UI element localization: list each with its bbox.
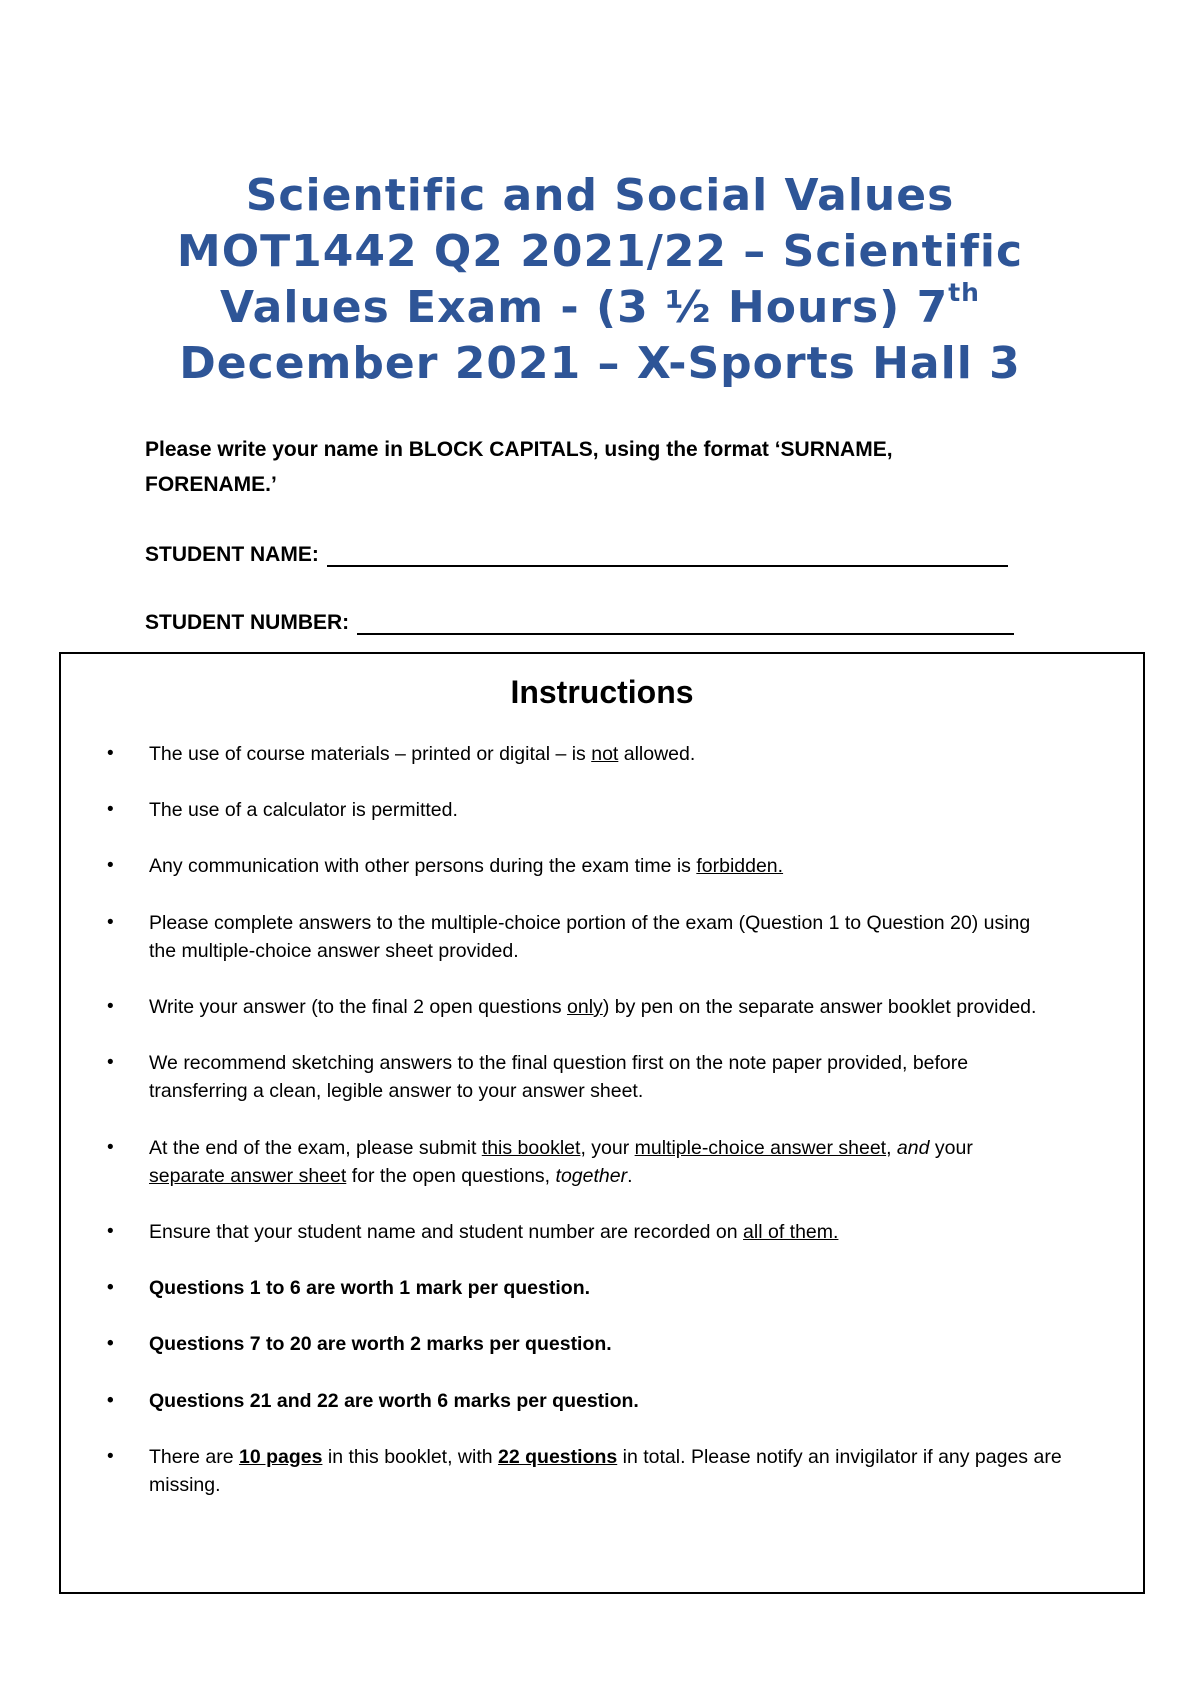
- instruction-text: [149, 1218, 1129, 1246]
- instruction-text-part: , your: [580, 1137, 635, 1159]
- instruction-text: [149, 1443, 1129, 1499]
- exam-title-line-3-text: Values Exam - (3 ½ Hours) 7: [220, 282, 949, 333]
- instruction-text-part: The use of course materials – printed or digital – is: [149, 743, 592, 765]
- instruction-emphasis: together: [555, 1165, 628, 1187]
- instruction-emphasis: and: [896, 1137, 930, 1159]
- bullet-icon: •: [107, 1052, 114, 1073]
- instruction-text: [149, 993, 1129, 1021]
- instruction-text-part: your: [929, 1137, 973, 1159]
- name-format-instruction: [145, 432, 1045, 502]
- exam-title-line-1: Scientific and Social Values: [245, 170, 955, 221]
- instruction-text-part: The use of a calculator is permitted.: [149, 799, 458, 821]
- instruction-text-part: in total. Please notify an invigilator if any pages are: [617, 1446, 1062, 1468]
- instruction-text-line: transferring a clean, legible answer to your answer sheet.: [149, 1080, 644, 1102]
- instruction-text: Questions 7 to 20 are worth 2 marks per question.: [149, 1333, 612, 1355]
- instruction-text-part: allowed.: [618, 743, 696, 765]
- bullet-icon: •: [107, 799, 114, 820]
- student-name-label: STUDENT NAME:: [145, 543, 319, 566]
- instruction-text-part: ,: [886, 1137, 897, 1159]
- instruction-text: [149, 740, 1129, 768]
- bullet-icon: •: [107, 1137, 114, 1158]
- instruction-text-part: At the end of the exam, please submit: [149, 1137, 482, 1159]
- instruction-text: [149, 852, 1129, 880]
- bullet-icon: •: [107, 1333, 114, 1354]
- exam-title: [100, 168, 1100, 392]
- exam-title-line-3: [100, 280, 1100, 336]
- instruction-text-part: .: [627, 1165, 633, 1187]
- student-number-blank-line[interactable]: [357, 611, 1014, 635]
- instruction-text-line: the multiple-choice answer sheet provided.: [149, 940, 519, 962]
- instruction-text-line: [149, 1162, 1129, 1190]
- instruction-emphasis: separate answer sheet: [149, 1165, 347, 1187]
- bullet-icon: •: [107, 1221, 114, 1242]
- instruction-text-part: in this booklet, with: [322, 1446, 499, 1468]
- instruction-text: [149, 796, 1129, 824]
- bullet-icon: •: [107, 912, 114, 933]
- instruction-text: Questions 21 and 22 are worth 6 marks per question.: [149, 1390, 639, 1412]
- instruction-text-part: for the open questions,: [346, 1165, 556, 1187]
- instruction-emphasis: all of them.: [743, 1221, 839, 1243]
- instruction-emphasis: forbidden.: [696, 855, 784, 877]
- instruction-emphasis: this booklet: [481, 1137, 581, 1159]
- instruction-text-part: Ensure that your student name and student number are recorded on: [149, 1221, 744, 1243]
- instruction-text-line: We recommend sketching answers to the final question first on the note paper provided, before: [149, 1052, 969, 1074]
- instruction-text: [149, 1134, 1129, 1190]
- instruction-text-line: missing.: [149, 1474, 221, 1496]
- bullet-icon: •: [107, 1446, 114, 1467]
- bullet-icon: •: [107, 996, 114, 1017]
- exam-title-line-2: MOT1442 Q2 2021/22 – Scientific: [176, 226, 1024, 277]
- instruction-text: Questions 1 to 6 are worth 1 mark per question.: [149, 1277, 591, 1299]
- instruction-text-part: There are: [149, 1446, 239, 1468]
- instruction-text-part: ) by pen on the separate answer booklet provided.: [602, 996, 1037, 1018]
- student-number-label: STUDENT NUMBER:: [145, 611, 350, 634]
- instruction-text-part: Any communication with other persons during the exam time is: [149, 855, 697, 877]
- instruction-emphasis: multiple-choice answer sheet: [634, 1137, 887, 1159]
- bullet-icon: •: [107, 1390, 114, 1411]
- instruction-emphasis: not: [591, 743, 619, 765]
- instruction-emphasis: only: [567, 996, 603, 1018]
- student-name-field[interactable]: [145, 540, 1008, 570]
- instruction-emphasis: 10 pages: [238, 1446, 323, 1468]
- instruction-emphasis: 22 questions: [498, 1446, 618, 1468]
- instructions-box: [59, 652, 1145, 1594]
- name-format-instruction-line-1: Please write your name in BLOCK CAPITALS, using the format ‘SURNAME,: [145, 438, 893, 461]
- instruction-text-line: [149, 1443, 1129, 1471]
- exam-title-line-4: December 2021 – X-Sports Hall 3: [179, 338, 1021, 389]
- date-ordinal-suffix: th: [948, 278, 980, 307]
- student-name-blank-line[interactable]: [327, 543, 1008, 567]
- instruction-text-part: Write your answer (to the final 2 open questions: [149, 996, 568, 1018]
- bullet-icon: •: [107, 1277, 114, 1298]
- student-number-field[interactable]: [145, 608, 1014, 638]
- bullet-icon: •: [107, 743, 114, 764]
- instruction-text: [149, 1049, 1129, 1105]
- name-format-instruction-line-2: FORENAME.’: [145, 473, 277, 496]
- bullet-icon: •: [107, 855, 114, 876]
- instruction-text-line: [149, 1134, 1129, 1162]
- instruction-text: [149, 909, 1129, 965]
- instructions-heading: Instructions: [510, 674, 694, 710]
- instruction-text-line: Please complete answers to the multiple-choice portion of the exam (Question 1 to Question 20) using: [149, 912, 1031, 934]
